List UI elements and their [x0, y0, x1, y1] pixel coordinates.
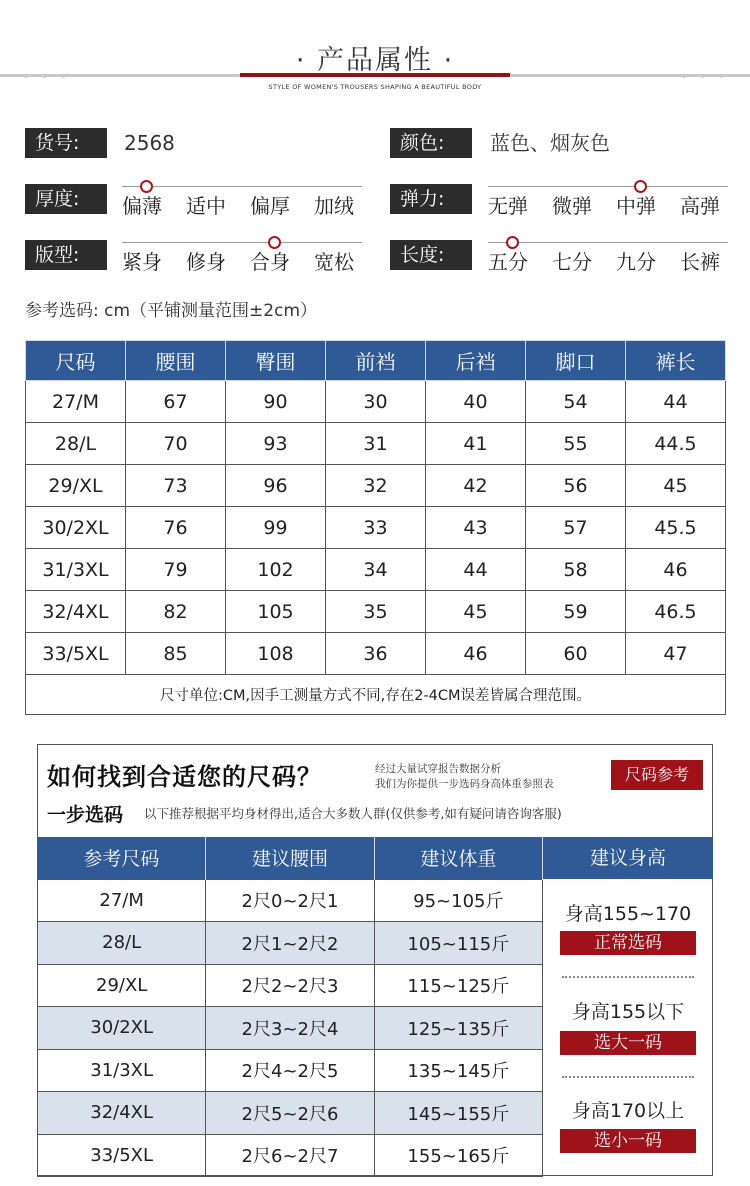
height-column-header: 建议身高 — [543, 837, 713, 879]
table-row — [38, 1092, 543, 1135]
table-cell: 28/L — [26, 423, 126, 465]
reference-note: 参考选码: cm（平铺测量范围±2cm） — [25, 301, 318, 321]
table-cell: 145~155斤 — [374, 1092, 542, 1135]
size-guide-table — [37, 837, 543, 1177]
table-cell: 95~105斤 — [374, 879, 542, 922]
table-cell: 135~145斤 — [374, 1049, 542, 1092]
scale-track — [122, 242, 362, 243]
thickness-scale — [122, 180, 362, 220]
table-cell: 105 — [226, 591, 326, 633]
table-cell: 2尺5~2尺6 — [206, 1092, 374, 1135]
table-cell: 35 — [326, 591, 426, 633]
table-cell: 2尺3~2尺4 — [206, 1007, 374, 1050]
table-header-row — [38, 837, 543, 879]
table-cell: 32 — [326, 465, 426, 507]
item-no-value: 2568 — [124, 131, 175, 155]
dotted-divider — [562, 976, 694, 978]
table-cell: 44 — [426, 549, 526, 591]
dotted-divider — [562, 1076, 694, 1078]
table-cell: 44 — [626, 381, 726, 423]
table-cell: 54 — [526, 381, 626, 423]
size-up-tag: 选大一码 — [560, 1031, 696, 1055]
table-cell: 108 — [226, 633, 326, 675]
column-header: 前裆 — [326, 341, 426, 381]
header-dots-left: • • • — [22, 69, 71, 85]
length-option: 七分 — [552, 250, 592, 274]
column-header: 腰围 — [126, 341, 226, 381]
column-header: 尺码 — [26, 341, 126, 381]
table-cell: 44.5 — [626, 423, 726, 465]
table-note-row — [26, 675, 726, 715]
table-cell: 99 — [226, 507, 326, 549]
table-row — [26, 423, 726, 465]
table-cell: 76 — [126, 507, 226, 549]
table-cell: 42 — [426, 465, 526, 507]
table-cell: 155~165斤 — [374, 1134, 542, 1177]
table-row — [38, 1134, 543, 1177]
page-subtitle: STYLE OF WOMEN'S TROUSERS SHAPING A BEAUTIFUL BODY — [268, 83, 482, 91]
table-cell: 43 — [426, 507, 526, 549]
table-header-row — [26, 341, 726, 381]
table-cell: 32/4XL — [26, 591, 126, 633]
table-cell: 45.5 — [626, 507, 726, 549]
table-cell: 30/2XL — [26, 507, 126, 549]
page-title: · 产品属性 · — [295, 45, 455, 76]
table-cell: 67 — [126, 381, 226, 423]
table-cell: 90 — [226, 381, 326, 423]
table-cell: 93 — [226, 423, 326, 465]
table-cell: 102 — [226, 549, 326, 591]
table-cell: 60 — [526, 633, 626, 675]
table-cell: 2尺0~2尺1 — [206, 879, 374, 922]
column-header: 建议腰围 — [206, 837, 374, 879]
fit-option: 修身 — [186, 250, 226, 274]
color-label: 颜色: — [390, 128, 472, 158]
size-table — [25, 340, 726, 715]
thickness-option: 适中 — [186, 194, 226, 218]
table-row — [38, 964, 543, 1007]
height-range-text: 身高155~170 — [564, 903, 692, 925]
table-cell: 96 — [226, 465, 326, 507]
thickness-option: 偏厚 — [250, 194, 290, 218]
table-cell: 31/3XL — [38, 1049, 206, 1092]
table-row — [26, 465, 726, 507]
one-step-description: 以下推荐根据平均身材得出,适合大多数人群(仅供参考,如有疑问请咨询客服) — [144, 806, 562, 821]
table-cell: 33/5XL — [38, 1134, 206, 1177]
scale-track — [488, 242, 728, 243]
table-cell: 34 — [326, 549, 426, 591]
length-scale — [488, 236, 728, 276]
elasticity-option: 中弹 — [616, 194, 656, 218]
table-cell: 47 — [626, 633, 726, 675]
length-option: 九分 — [616, 250, 656, 274]
table-cell: 30/2XL — [38, 1007, 206, 1050]
table-cell: 2尺1~2尺2 — [206, 922, 374, 965]
table-cell: 30 — [326, 381, 426, 423]
length-label: 长度: — [390, 240, 472, 270]
fit-option: 宽松 — [314, 250, 354, 274]
table-cell: 57 — [526, 507, 626, 549]
table-cell: 58 — [526, 549, 626, 591]
thickness-option: 偏薄 — [122, 194, 162, 218]
normal-size-tag: 正常选码 — [560, 931, 696, 955]
column-header: 裤长 — [626, 341, 726, 381]
table-cell: 46 — [626, 549, 726, 591]
table-row — [26, 591, 726, 633]
size-guide-subnote: 我们为你提供一步选码身高体重参照表 — [375, 778, 554, 790]
elasticity-option: 无弹 — [488, 194, 528, 218]
table-row — [26, 381, 726, 423]
table-cell: 85 — [126, 633, 226, 675]
fit-scale — [122, 236, 362, 276]
table-cell: 55 — [526, 423, 626, 465]
fit-label: 版型: — [25, 240, 107, 270]
table-row — [38, 1049, 543, 1092]
fit-option: 合身 — [250, 250, 290, 274]
scale-track — [122, 186, 362, 187]
table-cell: 125~135斤 — [374, 1007, 542, 1050]
table-row — [26, 549, 726, 591]
table-cell: 32/4XL — [38, 1092, 206, 1135]
table-row — [38, 1007, 543, 1050]
table-row — [38, 922, 543, 965]
size-guide-subnote: 经过大量试穿报告数据分析 — [375, 763, 501, 775]
column-header: 建议体重 — [374, 837, 542, 879]
table-cell: 82 — [126, 591, 226, 633]
table-cell: 73 — [126, 465, 226, 507]
length-option: 长裤 — [680, 250, 720, 274]
table-cell: 46.5 — [626, 591, 726, 633]
table-cell: 33 — [326, 507, 426, 549]
measurement-note: 尺寸单位:CM,因手工测量方式不同,存在2-4CM误差皆属合理范围。 — [26, 675, 726, 715]
table-row — [26, 507, 726, 549]
color-value: 蓝色、烟灰色 — [490, 131, 610, 155]
table-cell: 70 — [126, 423, 226, 465]
column-header: 参考尺码 — [38, 837, 206, 879]
table-cell: 31/3XL — [26, 549, 126, 591]
table-cell: 33/5XL — [26, 633, 126, 675]
table-cell: 2尺4~2尺5 — [206, 1049, 374, 1092]
elasticity-option: 微弹 — [552, 194, 592, 218]
table-cell: 2尺6~2尺7 — [206, 1134, 374, 1177]
table-cell: 45 — [626, 465, 726, 507]
table-cell: 36 — [326, 633, 426, 675]
height-range-text: 身高170以上 — [571, 1100, 685, 1122]
scale-track — [488, 186, 728, 187]
table-row — [26, 633, 726, 675]
size-reference-badge: 尺码参考 — [611, 760, 703, 790]
header-dots-right: • • • — [680, 69, 729, 85]
length-option: 五分 — [488, 250, 528, 274]
table-cell: 59 — [526, 591, 626, 633]
table-cell: 31 — [326, 423, 426, 465]
table-cell: 29/XL — [38, 964, 206, 1007]
column-header: 后裆 — [426, 341, 526, 381]
item-no-label: 货号: — [25, 128, 107, 158]
fit-option: 紧身 — [122, 250, 162, 274]
table-cell: 115~125斤 — [374, 964, 542, 1007]
table-cell: 27/M — [38, 879, 206, 922]
table-cell: 41 — [426, 423, 526, 465]
table-cell: 56 — [526, 465, 626, 507]
table-cell: 29/XL — [26, 465, 126, 507]
column-header: 脚口 — [526, 341, 626, 381]
table-cell: 79 — [126, 549, 226, 591]
table-cell: 28/L — [38, 922, 206, 965]
one-step-title: 一步选码 — [47, 804, 124, 826]
column-header: 臀围 — [226, 341, 326, 381]
table-cell: 46 — [426, 633, 526, 675]
thickness-option: 加绒 — [314, 194, 354, 218]
table-row — [38, 879, 543, 922]
thickness-label: 厚度: — [25, 184, 107, 214]
size-down-tag: 选小一码 — [560, 1129, 696, 1153]
height-range-text: 身高155以下 — [571, 1001, 685, 1023]
table-cell: 105~115斤 — [374, 922, 542, 965]
table-cell: 27/M — [26, 381, 126, 423]
elasticity-option: 高弹 — [680, 194, 720, 218]
elasticity-scale — [488, 180, 728, 220]
table-cell: 45 — [426, 591, 526, 633]
elasticity-label: 弹力: — [390, 184, 472, 214]
table-cell: 40 — [426, 381, 526, 423]
table-cell: 2尺2~2尺3 — [206, 964, 374, 1007]
size-guide-title: 如何找到合适您的尺码？ — [47, 763, 322, 791]
